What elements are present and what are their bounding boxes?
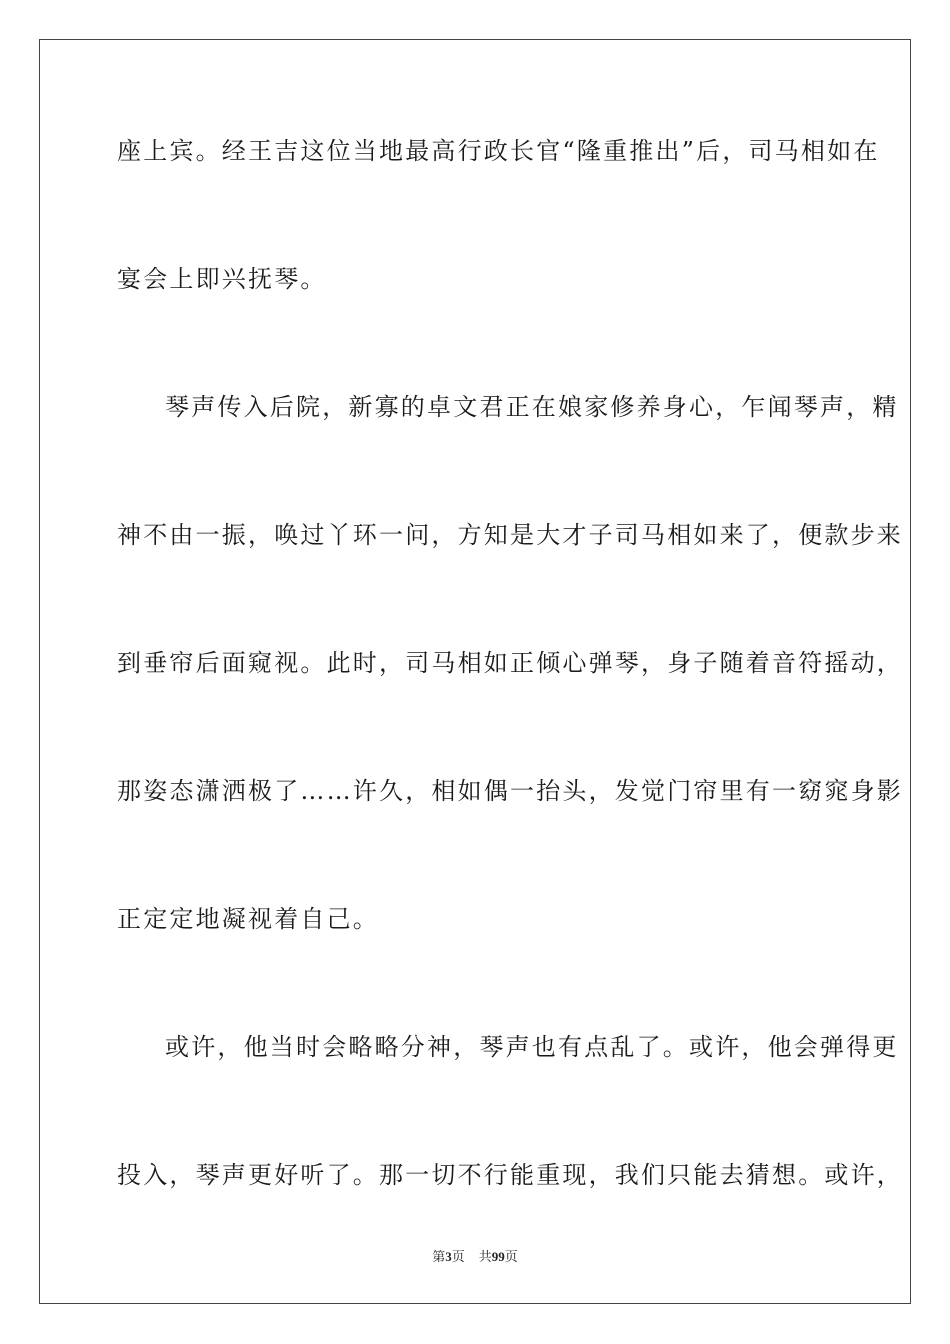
footer-page-suffix: 页 bbox=[451, 1249, 465, 1264]
footer-total-prefix: 共 bbox=[478, 1249, 492, 1264]
footer-total-pages: 99 bbox=[491, 1249, 505, 1264]
text-line-8: 或许，他当时会略略分神，琴声也有点乱了。或许，他会弹得更 bbox=[165, 1033, 899, 1061]
text-line-5: 到垂帘后面窥视。此时，司马相如正倾心弹琴，身子随着音符摇动， bbox=[117, 649, 903, 677]
text-line-2: 宴会上即兴抚琴。 bbox=[117, 265, 327, 293]
text-line-3: 琴声传入后院，新寡的卓文君正在娘家修养身心，乍闻琴声，精 bbox=[165, 393, 899, 421]
text-line-7: 正定定地凝视着自己。 bbox=[117, 905, 379, 933]
text-line-9: 投入，琴声更好听了。那一切不行能重现，我们只能去猜想。或许， bbox=[117, 1161, 903, 1189]
document-body bbox=[117, 115, 903, 1267]
footer-page-number: 3 bbox=[445, 1249, 452, 1264]
footer-page-prefix: 第 bbox=[432, 1249, 446, 1264]
text-line-1: 座上宾。经王吉这位当地最高行政长官“隆重推出”后，司马相如在 bbox=[117, 137, 880, 165]
text-line-4: 神不由一振，唤过丫环一问，方知是大才子司马相如来了，便款步来 bbox=[117, 521, 903, 549]
page-footer bbox=[0, 1246, 950, 1265]
text-line-6: 那姿态潇洒极了……许久，相如偶一抬头，发觉门帘里有一窈窕身影 bbox=[117, 777, 903, 805]
footer-total-suffix: 页 bbox=[504, 1249, 518, 1264]
